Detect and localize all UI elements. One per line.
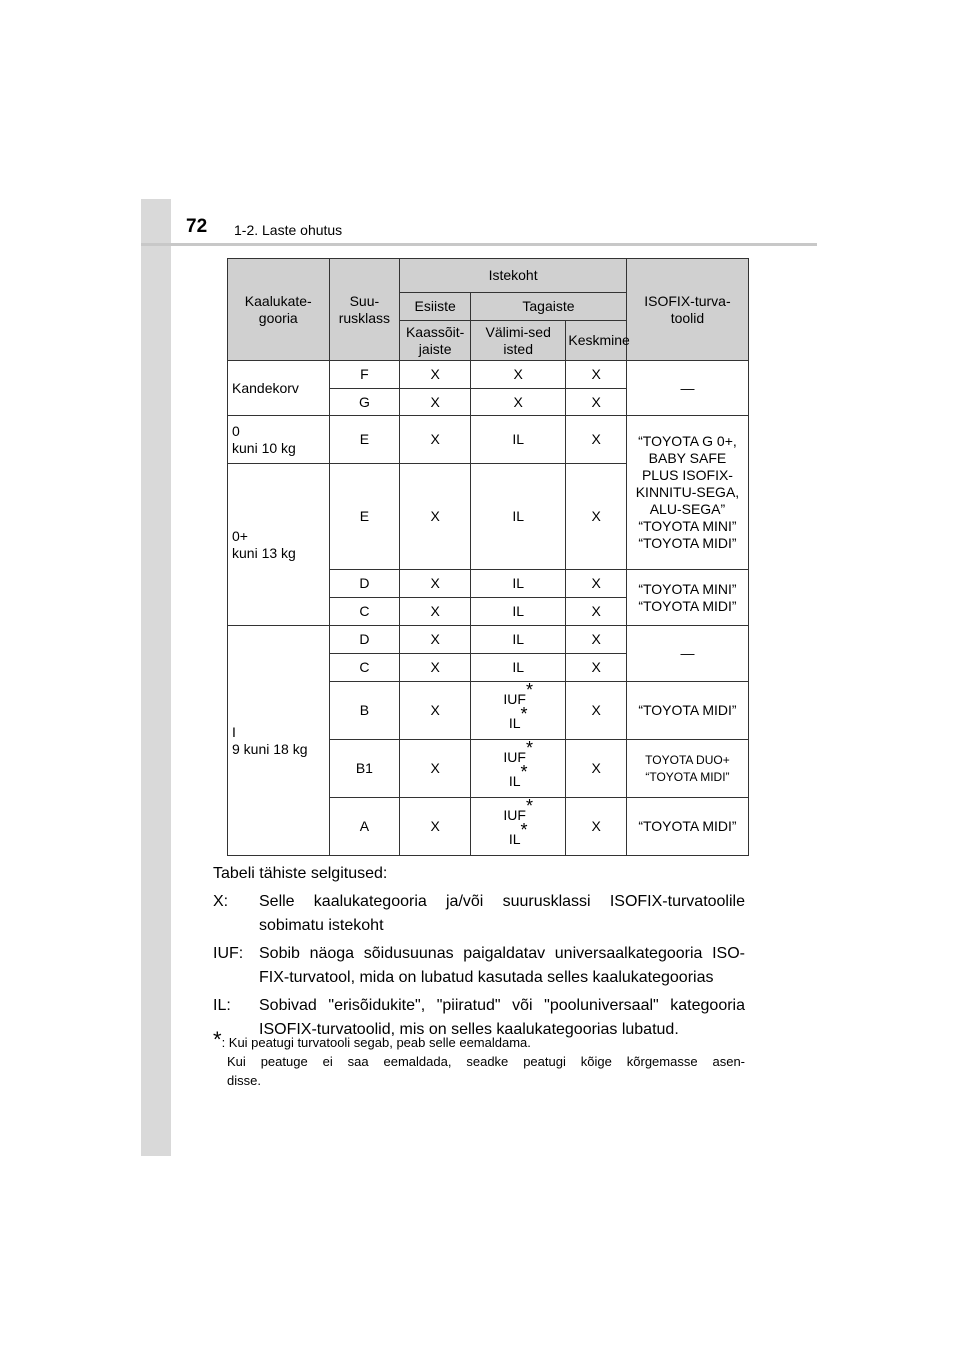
page-number: 72: [186, 216, 208, 237]
legend: [213, 862, 745, 1042]
outer-cell: [471, 795, 566, 856]
size-cell: B1: [329, 740, 400, 798]
middle-cell: X: [566, 682, 627, 740]
front-cell: X: [400, 626, 471, 654]
size-cell: E: [329, 464, 400, 570]
header-rear: Tagaiste: [471, 293, 627, 321]
category-cell: 0+ kuni 13 kg: [228, 464, 330, 626]
legend-item: [213, 890, 745, 938]
size-cell: G: [329, 389, 400, 416]
footnote-line: disse.: [227, 1073, 261, 1088]
outer-cell: IL: [471, 654, 566, 682]
category-cell: 0 kuni 10 kg: [228, 416, 330, 464]
header-outer: Välimi-sed isted: [471, 321, 566, 361]
outer-cell: IL: [471, 416, 566, 464]
iuf-label: IUF: [503, 806, 526, 823]
footnote-star: *: [525, 679, 533, 700]
header-passenger: Kaassõit-jaiste: [400, 321, 471, 361]
front-cell: X: [400, 361, 471, 389]
middle-cell: X: [566, 598, 627, 626]
isofix-cell: —: [626, 626, 748, 682]
size-cell: E: [329, 416, 400, 464]
table-row: [228, 416, 749, 464]
section-title: 1-2. Laste ohutus: [234, 222, 343, 238]
middle-cell: X: [566, 464, 627, 570]
legend-desc-cont: FIX-turvatool, mida on lubatud kasutada selles kaalukategoorias: [259, 969, 714, 986]
legend-term: X:: [213, 893, 229, 910]
footnote-line: Kui peatuge ei saa eemaldada, seadke peatugi kõige kõrgemasse asen-: [227, 1054, 745, 1069]
legend-term: IUF:: [213, 945, 244, 962]
isofix-cell: “TOYOTA MINI” “TOYOTA MIDI”: [626, 570, 748, 626]
size-cell: C: [329, 598, 400, 626]
middle-cell: X: [566, 798, 627, 856]
legend-item: [213, 942, 745, 990]
isofix-cell: “TOYOTA MIDI”: [626, 682, 748, 740]
front-cell: X: [400, 654, 471, 682]
legend-desc: Selle kaalukategooria ja/või suurusklassi ISOFIX-turvatoolile: [259, 893, 745, 910]
header-weight-category: Kaalukate-gooria: [228, 259, 330, 361]
middle-cell: X: [566, 416, 627, 464]
middle-cell: X: [566, 389, 627, 416]
front-cell: X: [400, 389, 471, 416]
outer-cell: IL: [471, 464, 566, 570]
header-seat-position: Istekoht: [400, 259, 627, 293]
middle-cell: X: [566, 570, 627, 598]
footnote-star: *: [520, 819, 528, 840]
header-rule: [141, 243, 817, 246]
header-front: Esiiste: [400, 293, 471, 321]
front-cell: X: [400, 740, 471, 798]
isofix-cell: —: [626, 361, 748, 416]
isofix-compatibility-table: [227, 258, 749, 856]
category-cell: I 9 kuni 18 kg: [228, 626, 330, 856]
size-cell: C: [329, 654, 400, 682]
il-label: IL: [508, 772, 521, 789]
table-row: [228, 361, 749, 389]
outer-cell: [471, 679, 566, 740]
legend-desc-cont: sobimatu istekoht: [259, 917, 384, 934]
outer-cell: IL: [471, 598, 566, 626]
sidebar-strip: [141, 199, 171, 1156]
footnote-star: *: [213, 1027, 222, 1052]
size-cell: D: [329, 570, 400, 598]
front-cell: X: [400, 570, 471, 598]
il-label: IL: [508, 830, 521, 847]
outer-cell: [471, 737, 566, 798]
front-cell: X: [400, 416, 471, 464]
outer-cell: IL: [471, 570, 566, 598]
middle-cell: X: [566, 654, 627, 682]
footnote-line: : Kui peatugi turvatooli segab, peab selle eemaldama.: [221, 1035, 531, 1050]
legend-title: Tabeli tähiste selgitused:: [213, 865, 388, 882]
footnote-star: *: [520, 761, 528, 782]
iuf-label: IUF: [503, 748, 526, 765]
header-isofix: ISOFIX-turva-toolid: [626, 259, 748, 361]
outer-cell: X: [471, 361, 566, 389]
category-cell: Kandekorv: [228, 361, 330, 416]
middle-cell: X: [566, 740, 627, 798]
footnote-star: *: [525, 737, 533, 758]
footnote-star: *: [520, 703, 528, 724]
header-size-class: Suu-rusklass: [329, 259, 400, 361]
header-middle: Keskmine: [566, 321, 627, 361]
legend-term: IL:: [213, 997, 231, 1014]
legend-desc: Sobib näoga sõidusuunas paigaldatav universaalkategooria ISO-: [259, 945, 745, 962]
legend-desc-cont: ISOFIX-turvatoolid, mis on selles kaalukategoorias lubatud.: [259, 1021, 679, 1038]
middle-cell: X: [566, 626, 627, 654]
front-cell: X: [400, 598, 471, 626]
size-cell: D: [329, 626, 400, 654]
front-cell: X: [400, 682, 471, 740]
front-cell: X: [400, 798, 471, 856]
middle-cell: X: [566, 361, 627, 389]
outer-cell: IL: [471, 626, 566, 654]
size-cell: B: [329, 682, 400, 740]
iuf-label: IUF: [503, 690, 526, 707]
size-cell: F: [329, 361, 400, 389]
size-cell: A: [329, 798, 400, 856]
isofix-cell: “TOYOTA MIDI”: [626, 798, 748, 856]
isofix-cell: “TOYOTA G 0+, BABY SAFE PLUS ISOFIX-KINNITU-SEGA, ALU-SEGA” “TOYOTA MINI” “TOYOTA MIDI”: [626, 416, 748, 570]
front-cell: X: [400, 464, 471, 570]
isofix-cell: TOYOTA DUO+ “TOYOTA MIDI”: [626, 740, 748, 798]
il-label: IL: [508, 714, 521, 731]
table-row: [228, 626, 749, 654]
outer-cell: X: [471, 389, 566, 416]
legend-desc: Sobivad "erisõidukite", "piiratud" või "pooluniversaal" kategooria: [259, 997, 745, 1014]
footnote-star: *: [525, 795, 533, 816]
